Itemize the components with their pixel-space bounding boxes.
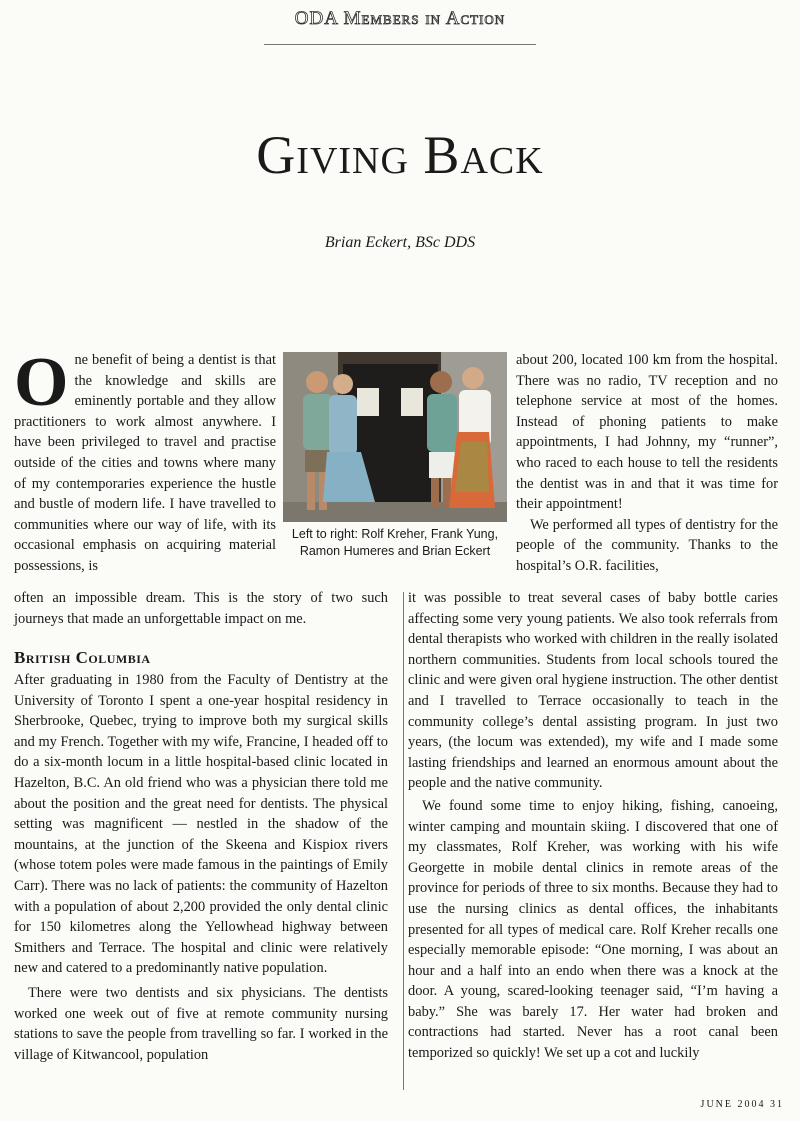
- running-head: ODA Members in Action: [294, 8, 506, 29]
- column-divider: [403, 592, 404, 1090]
- paragraph: it was possible to treat several cases of baby bottle caries affecting some very young patients. We also took referrals from dental therapists who worked with children in the really isolated northern communities. Students from local schools toured the clinic and were given oral hygiene instruction. The other dentist and I travelled to Terrace occasionally to teach in the community college’s dental assisting program. In just two years, (the locum was extended), my wife and I made some lasting friendships and learned an enormous amount about the people and the native community.: [408, 590, 778, 792]
- intro-paragraph: [14, 344, 276, 577]
- intro-text: ne benefit of being a dentist is that the knowledge and skills are eminently portable and they allow practitioners to work almost anywhere. I have been privileged to travel and practise outside of the cities and towns where many of my contemporaries experience the hustle and bustle of modern life. I have travelled to communities where our way of life, with its occasional emphasis on acquiring material possessions, is: [14, 352, 276, 574]
- photo-caption: Left to right: Rolf Kreher, Frank Yung, Ramon Humeres and Brian Eckert: [291, 527, 499, 558]
- left-column: [14, 670, 388, 1065]
- right-column-top: [516, 350, 778, 577]
- paragraph: We performed all types of dentistry for the people of the community. Thanks to the hospital’s O.R. facilities,: [516, 516, 778, 574]
- paragraph: There were two dentists and six physicians. The dentists worked one week out of five at remote community nursing stations to save the people from travelling so far. I worked in the village of Kitwancool, population: [14, 984, 388, 1063]
- header-rule: [264, 44, 536, 45]
- paragraph: After graduating in 1980 from the Faculty of Dentistry at the University of Toronto I spent a one-year hospital residency in Sherbrooke, Quebec, trying to improve both my surgical skills and my French. Together with my wife, Francine, I headed off to do a six-month locum in a little hospital-based clinic located in Hazelton, B.C. An old friend who was a physician there told me about the position and the great need for dentists. The physical setting was magnificent — nestled in the shadow of the mountains, at the junction of the Skeena and Kispiox rivers (whose totem poles were made famous in the paintings of Emily Carr). There was no lack of patients: the community of Hazelton with a population of about 2,200 provided the only dental clinic for 150 kilometres along the Yellowhead highway between Smithers and Terrace. The hospital and clinic were relatively new and catered to a predominantly native population.: [14, 672, 388, 977]
- section-heading: British Columbia: [14, 648, 151, 667]
- intro-paragraph-end: often an impossible dream. This is the story of two such journeys that made an unforgettable impact on me.: [14, 590, 388, 627]
- article-title: Giving Back: [256, 125, 544, 185]
- byline: Brian Eckert, BSc DDS: [324, 234, 476, 251]
- drop-cap: O: [14, 344, 69, 421]
- paragraph: about 200, located 100 km from the hospital. There was no radio, TV reception and no telephone service at most of the homes. Instead of phoning patients to make appointments, I had Johnny, my “runner”, who raced to each house to tell the residents the dentist was in and that it was time for their appointment!: [516, 352, 778, 513]
- right-column: [408, 588, 778, 1064]
- group-photo: [283, 352, 507, 522]
- paragraph: We found some time to enjoy hiking, fishing, canoeing, winter camping and mountain skiing. I discovered that one of my classmates, Rolf Kreher, was working with his wife Georgette in mobile dental clinics in remote areas of the province for periods of three to six months. Because they had to use the nursing clinics as dental offices, the inhabitants presented for all types of medical care. Rolf Kreher recalls one especially memorable episode: “One morning, I was about an hour and a half into an endo when there was a knock at the door. A young, scared-looking teenager said, “I’m having a baby.” She was barely 17. Her water had broken and contractions had started. Never has a root canal been temporized so quickly! We set up a cot and luckily: [408, 797, 778, 1062]
- page-folio: JUNE 2004 31: [700, 1099, 784, 1110]
